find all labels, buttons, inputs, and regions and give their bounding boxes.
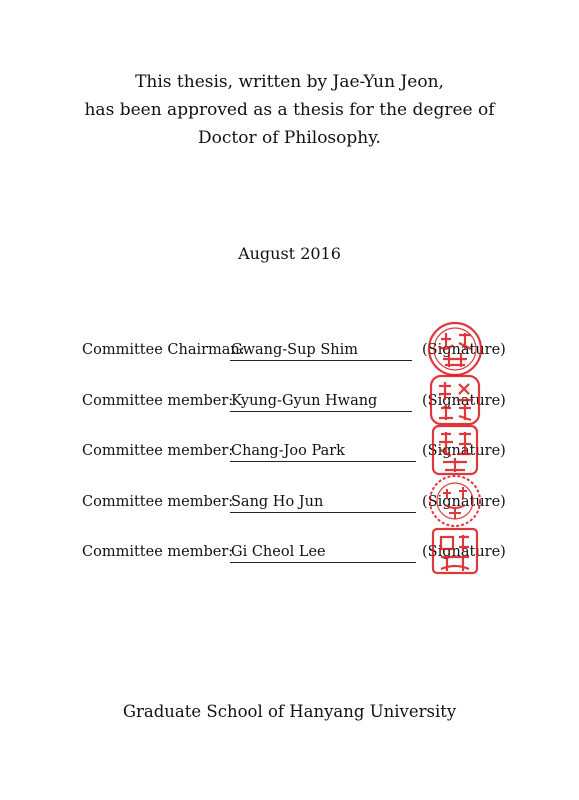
signature-label: (Signature): [422, 342, 506, 358]
committee-name: Gi Cheol Lee: [231, 544, 326, 560]
committee-name: Chang-Joo Park: [231, 443, 345, 459]
committee-row-member-4: [0, 538, 579, 568]
signature-label: (Signature): [422, 494, 506, 510]
committee-row-member-2: [0, 437, 579, 467]
name-underline: [230, 411, 412, 412]
committee-name: Sang Ho Jun: [231, 494, 324, 510]
committee-name: Kyung-Gyun Hwang: [231, 393, 378, 409]
committee-role: Committee member:: [82, 393, 234, 409]
approval-line-1: This thesis, written by Jae-Yun Jeon,: [135, 72, 444, 92]
committee-name: Gwang-Sup Shim: [231, 342, 358, 358]
approval-line-2: has been approved as a thesis for the degree of: [84, 100, 495, 120]
signature-label: (Signature): [422, 544, 506, 560]
signature-label: (Signature): [422, 443, 506, 459]
committee-row-member-3: [0, 488, 579, 518]
approval-line-3: Doctor of Philosophy.: [198, 128, 381, 148]
committee-row-member-1: [0, 387, 579, 417]
committee-row-chairman: [0, 336, 579, 366]
name-underline: [230, 562, 416, 563]
committee-role: Committee member:: [82, 494, 234, 510]
committee-role: Committee member:: [82, 544, 234, 560]
name-underline: [230, 461, 416, 462]
committee-role: Committee member:: [82, 443, 234, 459]
approval-date: August 2016: [238, 244, 341, 263]
approval-statement: [0, 68, 579, 152]
school-name: Graduate School of Hanyang University: [122, 702, 457, 721]
signature-label: (Signature): [422, 393, 506, 409]
name-underline: [230, 512, 416, 513]
name-underline: [230, 360, 412, 361]
committee-role: Committee Chairman:: [82, 342, 245, 358]
